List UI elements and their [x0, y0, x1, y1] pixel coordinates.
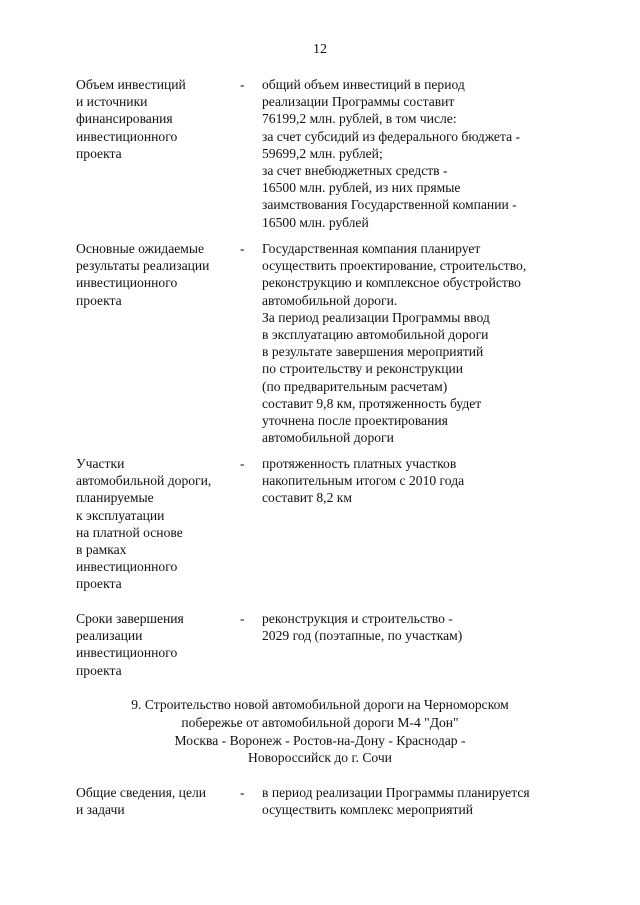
row-label: Объем инвестиций и источники финансирования инвестиционного проекта [76, 77, 186, 161]
row-label: Участки автомобильной дороги, планируемые к эксплуатации на платной основе в рамках инвестиционного проекта [76, 456, 212, 592]
row-value: Государственная компания планирует осуществить проектирование, строительство, реконструкцию и комплексное обустройство автомобильной дороги. За период реализации Программы ввод в эксплуатацию автомобильной дороги в результате завершения мероприятий по строительству и реконструкции (по предварительным расчетам) составит 9,8 км, протяженность будет уточнена после проектирования автомобильной дороги [262, 241, 527, 446]
row-value: в период реализации Программы планируется осуществить комплекс мероприятий [262, 785, 530, 818]
row-label: Основные ожидаемые результаты реализации инвестиционного проекта [76, 241, 210, 308]
row-value: общий объем инвестиций в период реализации Программы составит 76199,2 млн. рублей, в том числе: за счет субсидий из федерального бюджета - 59699,2 млн. рублей; за счет внебюджетных средств - 16500 млн. рублей, из них прямые заимствования Государственной компании - 16500 млн. рублей [262, 77, 521, 230]
row-dash: - [240, 611, 245, 626]
row-label: Сроки завершения реализации инвестиционного проекта [76, 611, 184, 678]
row-label: Общие сведения, цели и задачи [76, 785, 207, 818]
row-dash: - [240, 241, 245, 256]
row-dash: - [240, 77, 245, 92]
row-value: реконструкция и строительство - 2029 год (поэтапные, по участкам) [262, 611, 463, 644]
page-number: 12 [313, 42, 327, 57]
row-value: протяженность платных участков накопительным итогом с 2010 года составит 8,2 км [262, 456, 465, 506]
row-dash: - [240, 456, 245, 471]
section-heading: 9. Строительство новой автомобильной дороги на Черноморском побережье от автомобильной дороги М-4 "Дон" Москва - Воронеж - Ростов-на-Дону - Краснодар - Новороссийск до г. Сочи [131, 697, 509, 766]
row-dash: - [240, 785, 245, 800]
